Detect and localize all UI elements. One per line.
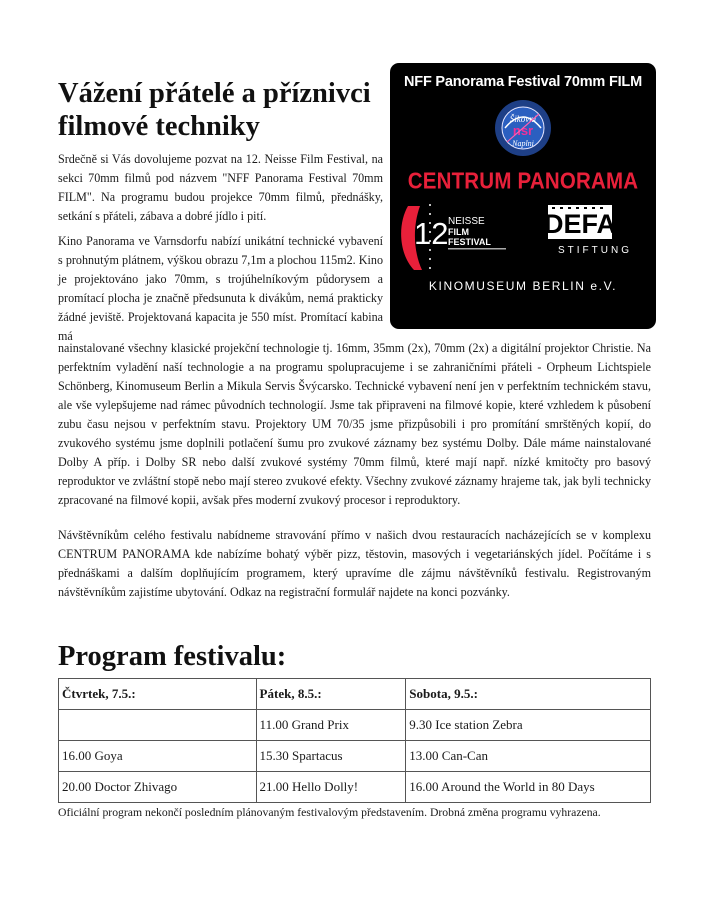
intro-paragraph: Srdečně si Vás dovolujeme pozvat na 12. Neisse Film Festival, na sekci 70mm filmů pod názvem "NFF Panorama Festival 70mm FILM". Na programu budou projekce 70mm filmů, přednášky, setkání s přáteli, zábava a dobré jídlo i pití. xyxy=(58,152,383,223)
technology-paragraph-bottom: nainstalované všechny klasické projekční technologie tj. 16mm, 35mm (2x), 70mm (2x) a digitální projektor Christie. Na perfektním vyladění naší technologie a na programu spolupracujeme i se zahraničními přáteli - Orpheum Lichtspiele Schönberg, Kinomuseum Berlin a Mikula Servis Švýcarsko. Technické vybavení není jen v perfektním technickém stavu, ale vše vylepšujeme nad rámec původních technologií. Jsme tak připraveni na filmové kopie, které vzhledem k působení zubu času nejsou v perfektním stavu. Projektory UM 70/35 jsme přizpůsobili i pro promítání smrštěných kopií, do zvukového systému jsme doplnili potlačení šumu pro zvukové záznamy bez systému Dolby. Dále máme nainstalované Dolby A příp. i Dolby SR nebo další zvukové systémy 70mm filmů, které mají např. nízké kmitočty pro basový reproduktor ve zvláštní stopě nebo mají stereo zvukové efekty. Všechny zvukové záznamy hrajeme tak, jak byli technicky zpracované na filmové kopii, avšak přes moderní zvukový procesor i reproduktory. xyxy=(58,341,651,507)
svg-text:NEISSE: NEISSE xyxy=(448,216,485,227)
table-cell: 21.00 Hello Dolly! xyxy=(256,772,406,803)
svg-text:Šikovní: Šikovní xyxy=(509,114,537,124)
svg-text:nsr: nsr xyxy=(512,123,534,138)
technology-paragraph-top: Kino Panorama ve Varnsdorfu nabízí unikátní technické vybavení s prohnutým plátnem, výškou obrazu 7,1m a plochou 115m2. Kino je projektováno jako 70mm, s trojúhelníkovým půdorysem a promítací plocha je značně předsunuta k divákům, nemá prakticky žádné jeviště. Projektovaná kapacita je 550 míst. Promítací kabina má xyxy=(58,234,383,343)
program-table xyxy=(58,678,651,803)
table-header-cell: Čtvrtek, 7.5.: xyxy=(59,679,257,710)
poster-brand: CENTRUM PANORAMA xyxy=(407,168,639,195)
visitors-paragraph: Návštěvníkům celého festivalu nabídneme stravování přímo v našich dvou restauracích nacházejících se v komplexu CENTRUM PANORAMA kde nabízíme bohatý výběr pizz, těstovin, masových i vegetariánských jídel. Počítáme i s přednáškami a dalším doplňujícím programem, který upravíme dle zájmu návštěvníků festivalu. Registrovaným návštěvníkům zajistíme ubytování. Odkaz na registrační formulář najdete na konci pozvánky. xyxy=(58,528,651,599)
table-row xyxy=(59,710,651,741)
svg-text:FESTIVAL: FESTIVAL xyxy=(448,237,491,247)
table-header-row xyxy=(59,679,651,710)
table-cell: 9.30 Ice station Zebra xyxy=(406,710,651,741)
table-header-cell: Sobota, 9.5.: xyxy=(406,679,651,710)
poster-title: NFF Panorama Festival 70mm FILM xyxy=(404,74,642,90)
table-row xyxy=(59,772,651,803)
defa-logo xyxy=(544,203,644,255)
table-cell: 11.00 Grand Prix xyxy=(256,710,406,741)
svg-text:12: 12 xyxy=(414,216,449,251)
svg-text:DEFA: DEFA xyxy=(544,209,617,239)
page-heading: Vážení přátelé a příznivci filmové techniky xyxy=(58,78,371,142)
table-row xyxy=(59,741,651,772)
neisse-festival-logo xyxy=(400,198,515,278)
svg-text:STIFTUNG: STIFTUNG xyxy=(558,245,632,255)
table-cell: 13.00 Can-Can xyxy=(406,741,651,772)
program-note: Oficiální program nekončí posledním plánovaným festivalovým představením. Drobná změna programu vyhrazena. xyxy=(58,806,601,819)
festival-poster xyxy=(390,63,656,329)
table-cell: 16.00 Goya xyxy=(59,741,257,772)
table-header-cell: Pátek, 8.5.: xyxy=(256,679,406,710)
table-cell: 15.30 Spartacus xyxy=(256,741,406,772)
program-heading: Program festivalu: xyxy=(58,641,287,672)
svg-text:Naplni: Naplni xyxy=(512,139,534,148)
svg-text:FILM: FILM xyxy=(448,227,469,237)
poster-footer: KINOMUSEUM BERLIN e.V. xyxy=(428,279,618,293)
table-cell: 16.00 Around the World in 80 Days xyxy=(406,772,651,803)
table-cell: 20.00 Doctor Zhivago xyxy=(59,772,257,803)
table-cell xyxy=(59,710,257,741)
film-badge-icon xyxy=(493,98,553,158)
